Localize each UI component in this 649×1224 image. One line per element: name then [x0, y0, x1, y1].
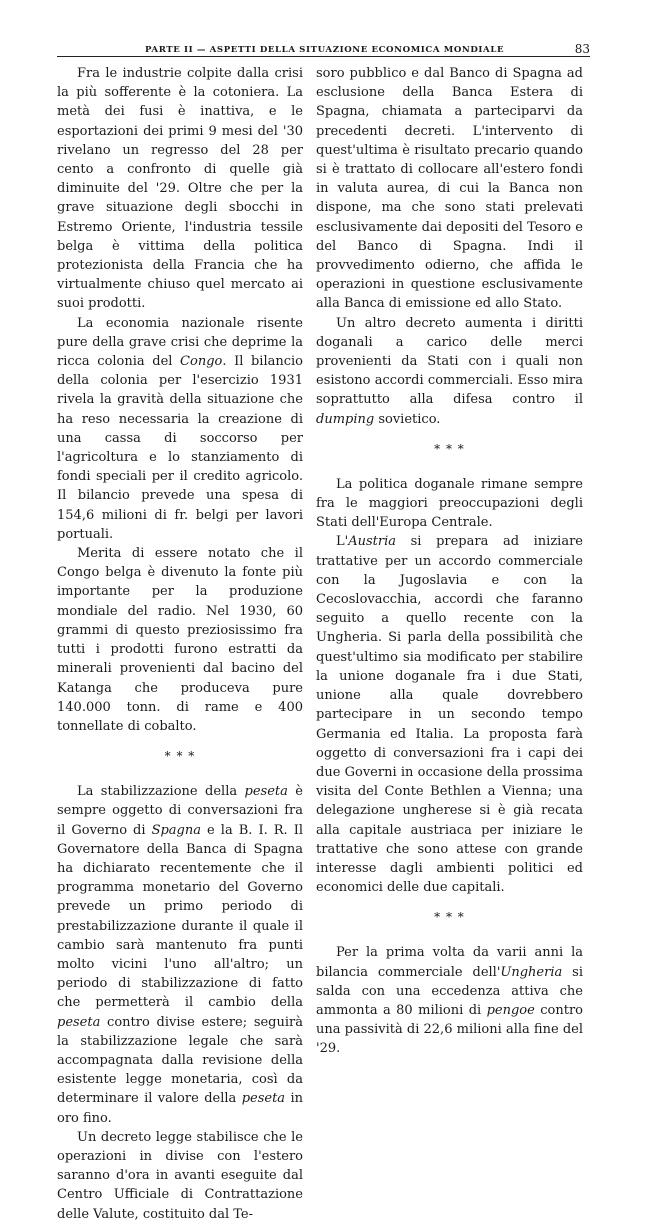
peseta-term: peseta: [57, 1014, 101, 1030]
paragraph-continuation: soro pubblico e dal Banco di Spagna ad esclusione della Banca Estera di Spagna, chiamata a parteciparvi da precedenti decreti. L'intervento di quest'ultima è risultato precario quando si è trattato di collocare all'estero fondi in valuta aurea, di cui la Banca non dispone, ma che sono stati prelevati esclusivamente dai depositi del Tesoro e del Banco di Spagna. Indi il provvedimento odierno, che affida le operazioni in questione esclusivamente alla Banca di emissione ed allo Stato.: [316, 66, 583, 312]
section-separator: * * *: [434, 910, 465, 925]
paragraph-congo-budget: La economia nazionale risente pure della grave crisi che deprime la ricca colonia del Congo. Il bilancio della colonia per l'esercizio 1931 rivela la gravità della situazione che ha reso necessaria la creazione di una cassa di soccorso per l'agricoltura e lo stanziamento di fondi speciali per il credito agricolo. Il bilancio prevede una spesa di 154,6 milioni di fr. belgi per lavori portuali.: [57, 315, 303, 542]
paragraph-hungary: Per la prima volta da varii anni la bilancia commerciale dell'Ungheria si salda con una eccedenza attiva che ammonta a 80 milioni di pengoe contro una passività di 22,6 milioni alla fine del '29.: [316, 945, 583, 1057]
paragraph-customs-policy: La politica doganale rimane sempre fra le maggiori preoccupazioni degli Stati dell'Europa Centrale.: [316, 476, 583, 531]
section-separator: * * *: [164, 749, 196, 764]
austria-term: Austria: [348, 534, 396, 550]
paragraph-radium: Merita di essere notato che il Congo belga è divenuto la fonte più importante per la produzione mondiale del radio. Nel 1930, 60 grammi di questo preziosissimo fra tutti i prodotti furono estratti da minerali provenienti dal bacino del Katanga che produceva pure 140.000 tonn. di rame e 400 tonnellate di cobalto.: [57, 546, 303, 734]
ungheria-term: Ungheria: [500, 964, 563, 980]
header-title: PARTE II — ASPETTI DELLA SITUAZIONE ECONOMICA MONDIALE: [145, 45, 505, 55]
paragraph-customs-decree: Un altro decreto aumenta i diritti doganali a carico delle merci provenienti da Stati con i quali non esistono accordi commerciali. Esso mira soprattutto alla difesa contro il dumping sovietico.: [316, 315, 583, 427]
paragraph-peseta-stabilization: La stabilizzazione della peseta è sempre oggetto di conversazioni fra il Governo di Spagna e la B. I. R. Il Governatore della Banca di Spagna ha dichiarato recentemente che il programma monetario del Governo prevede un primo periodo di prestabilizzazione durante il quale il cambio sarà mantenuto fra punti molto vicini l'uno all'altro; un periodo di stabilizzazione di fatto che permetterà il cambio della peseta contro divise estere; seguirà la stabilizzazione legale che sarà accompagnata dalla revisione della esistente legge monetaria, così da determinare il valore della peseta in oro fino.: [57, 784, 304, 1126]
page-number: 83: [574, 42, 590, 56]
dumping-term: dumping: [316, 411, 375, 427]
congo-term: Congo: [180, 354, 223, 370]
paragraph-cotton-industry: Fra le industrie colpite dalla crisi la più sofferente è la cotoniera. La metà dei fusi è inattiva, e le esportazioni dei primi 9 mesi del '30 rivelano un regresso del 28 per cento a confronto di quelle già diminuite del '29. Oltre che per la grave situazione degli sbocchi in Estremo Oriente, l'industria tessile belga è vittima della politica protezionista della Francia che ha virtualmente chiuso quel mercato ai suoi prodotti.: [57, 66, 303, 312]
peseta-term: peseta: [241, 1091, 286, 1107]
section-separator: * * *: [434, 441, 465, 456]
spagna-term: Spagna: [151, 822, 202, 838]
running-header: [57, 40, 590, 56]
header-rule: [57, 56, 590, 57]
right-column: [316, 64, 583, 1059]
peseta-term: peseta: [244, 784, 288, 800]
left-column: [57, 64, 303, 1224]
pengoe-term: pengoe: [486, 1002, 535, 1018]
paragraph-austria: L'Austria si prepara ad iniziare trattative per un accordo commerciale con la Jugoslavia e con la Cecoslovacchia, accordi che faranno seguito a quello recente con la Ungheria. Si parla della possibilità che quest'ultimo sia modificato per stabilire la unione doganale fra i due Stati, unione alla quale dovrebbero partecipare in un secondo tempo Germania ed Italia. La proposta farà oggetto di conversazioni fra i capi dei due Governi in occasione della prossima visita del Conte Bethlen a Vienna; una delegazione ungherese si è già recata alla capitale austriaca per iniziare le trattative che sono attese con grande interesse dagli ambienti politici ed economici delle due capitali.: [316, 534, 583, 896]
paragraph-decree-currency: Un decreto legge stabilisce che le operazioni in divise con l'estero saranno d'ora in avanti eseguite dal Centro Ufficiale di Contrattazione delle Valute, costituito dal Te-: [57, 1129, 303, 1222]
